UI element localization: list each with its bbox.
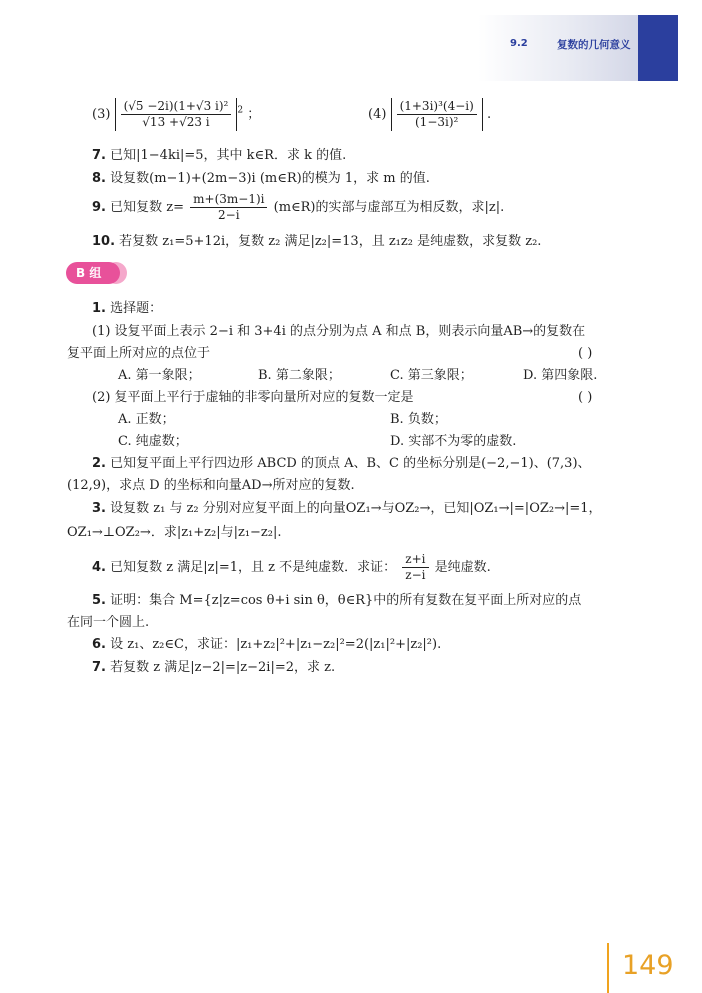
exercise-a3-abs — [115, 98, 238, 131]
exercise-a10-text: 若复数 z₁=5+12i，复数 z₂ 满足|z₂|=13，且 z₁z₂ 是纯虚数，求复数 z₂. — [119, 234, 542, 249]
exercise-b4-post: 是纯虚数. — [434, 560, 491, 575]
exercise-a3: (3) $\frac{\text{(√5 −2i)(1+√3 i)²}}{√13 +√23 i}$ $^2$ ； — [92, 99, 261, 129]
exercise-b7-number: 7. — [92, 660, 106, 675]
exercise-b1-2-line1: (2) 复平面上平行于虚轴的非零向量所对应的复数一定是 — [92, 390, 414, 405]
exercise-a9 — [92, 192, 504, 223]
exercise-b5-number: 5. — [92, 593, 106, 608]
exercise-a10 — [92, 233, 541, 251]
exercise-b6-text: 设 z₁、z₂∈C，求证：|z₁+z₂|²+|z₁−z₂|²=2(|z₁|²+|z₂|²). — [110, 637, 442, 652]
exercise-b4 — [92, 552, 491, 583]
exercise-a8-number: 8. — [92, 171, 106, 186]
exercise-b1 — [92, 300, 162, 318]
exercise-a9-pre: 已知复数 z= — [110, 200, 184, 215]
exercise-a4-denominator: (1−3i)² — [415, 115, 459, 129]
page-number: 149 — [622, 950, 674, 981]
exercise-a4-abs — [391, 98, 483, 131]
exercise-b7 — [92, 659, 335, 677]
exercise-b3-number: 3. — [92, 501, 106, 516]
exercise-b1-2-option-d: D. 实部不为零的虚数. — [390, 434, 517, 449]
group-b-badge: B 组 — [66, 262, 120, 284]
exercise-a3-number: (3) — [92, 107, 111, 122]
exercise-b3-line1 — [92, 500, 602, 518]
exercise-b1-2-blank: ( ) — [578, 390, 593, 405]
exercise-b1-2-option-a: A. 正数； — [118, 412, 175, 427]
exercise-b1-number: 1. — [92, 301, 106, 316]
exercise-b7-text: 若复数 z 满足|z−2|=|z−2i|=2，求 z. — [110, 660, 336, 675]
exercise-a3-fraction — [121, 99, 232, 130]
exercise-a9-numerator: m+(3m−1)i — [190, 192, 267, 208]
exercise-a7-text: 已知|1−4ki|=5，其中 k∈R．求 k 的值. — [110, 148, 347, 163]
exercise-b4-number: 4. — [92, 560, 106, 575]
exercise-a10-number: 10. — [92, 234, 116, 249]
header-accent-block — [638, 15, 678, 81]
header-section-number: 9.2 — [510, 38, 528, 49]
exercise-b5-line1 — [92, 592, 581, 610]
exercise-b1-2-option-b: B. 负数； — [390, 412, 447, 427]
exercise-b1-1-option-a: A. 第一象限； — [118, 368, 201, 383]
exercise-b1-text: 选择题： — [110, 301, 163, 316]
exercise-a4-number: (4) — [368, 107, 387, 122]
exercise-a7 — [92, 147, 346, 165]
exercise-b1-1-option-d: D. 第四象限. — [523, 368, 598, 383]
exercise-a9-fraction — [190, 192, 267, 223]
exercise-b6 — [92, 636, 441, 654]
exercise-b3-text1: 设复数 z₁ 与 z₂ 分别对应复平面上的向量OZ₁→与OZ₂→，已知|OZ₁→|=|OZ₂→|=1， — [110, 501, 602, 516]
exercise-a9-number: 9. — [92, 200, 106, 215]
exercise-a3-numerator: (√5 −2i)(1+√3 i)² — [121, 99, 232, 115]
exercise-b5-line2: 在同一个圆上. — [67, 615, 150, 630]
exercise-a4-fraction — [397, 99, 477, 130]
exercise-a9-post: (m∈R)的实部与虚部互为相反数，求|z|. — [273, 200, 505, 215]
exercise-a3-tail: ； — [247, 107, 261, 122]
exercise-a4 — [368, 98, 491, 131]
exercise-b4-numerator: z+i — [402, 552, 428, 568]
exercise-b1-1-option-b: B. 第二象限； — [258, 368, 341, 383]
exercise-b4-pre: 已知复数 z 满足|z|=1，且 z 不是纯虚数．求证： — [110, 560, 397, 575]
exercise-a9-denominator: 2−i — [218, 208, 240, 222]
exercise-b2-text1: 已知复平面上平行四边形 ABCD 的顶点 A、B、C 的坐标分别是(−2,−1)、(7,3)、 — [110, 456, 591, 471]
exercise-b4-fraction — [402, 552, 428, 583]
exercise-b4-denominator: z−i — [405, 568, 426, 582]
exercise-a4-tail: . — [486, 107, 492, 122]
exercise-b3-line2: OZ₁→⊥OZ₂→．求|z₁+z₂|与|z₁−z₂|. — [67, 525, 282, 540]
exercise-b1-1-line1: (1) 设复平面上表示 2−i 和 3+4i 的点分别为点 A 和点 B，则表示向量AB→的复数在 — [92, 324, 586, 339]
exercise-b1-1-line2: 复平面上所对应的点位于 — [67, 346, 211, 361]
exercise-b1-2-option-c: C. 纯虚数； — [118, 434, 188, 449]
exercise-b1-1-blank: ( ) — [578, 346, 593, 361]
exercise-b5-text1: 证明：集合 M={z|z=cos θ+i sin θ，θ∈R}中的所有复数在复平面上所对应的点 — [110, 593, 582, 608]
exercise-b2-line1 — [92, 455, 591, 473]
page-number-rule — [607, 943, 609, 993]
exercise-b1-1-option-c: C. 第三象限； — [390, 368, 473, 383]
exercise-b2-number: 2. — [92, 456, 106, 471]
exercise-a3-denominator: √13 +√23 i — [142, 115, 210, 129]
exercise-a7-number: 7. — [92, 148, 106, 163]
exercise-a4-numerator: (1+3i)³(4−i) — [397, 99, 477, 115]
exercise-b2-line2: (12,9)，求点 D 的坐标和向量AD→所对应的复数. — [67, 478, 355, 493]
header-section-title: 复数的几何意义 — [557, 39, 631, 51]
exercise-a8-text: 设复数(m−1)+(2m−3)i (m∈R)的模为 1，求 m 的值. — [110, 171, 430, 186]
exercise-a8 — [92, 170, 430, 188]
exercise-b6-number: 6. — [92, 637, 106, 652]
